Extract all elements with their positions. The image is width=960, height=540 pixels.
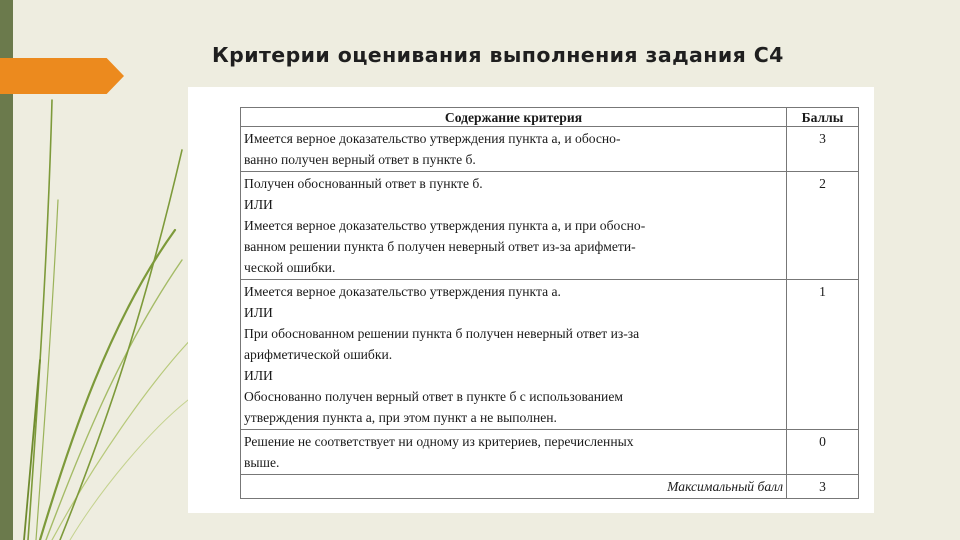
slide-title: Критерии оценивания выполнения задания С4 xyxy=(212,43,784,67)
criterion-score: 3 xyxy=(787,127,859,172)
table-row xyxy=(241,127,859,172)
criterion-line: Имеется верное доказательство утверждения пункта а, и обосно- xyxy=(244,131,621,146)
criterion-content xyxy=(241,430,787,475)
table-header-row xyxy=(241,108,859,127)
criterion-line: ИЛИ xyxy=(244,305,273,320)
table-row xyxy=(241,280,859,430)
criterion-content xyxy=(241,280,787,430)
table-footer-row xyxy=(241,475,859,499)
criterion-content xyxy=(241,172,787,280)
criterion-score: 1 xyxy=(787,280,859,430)
table-row xyxy=(241,172,859,280)
criteria-panel xyxy=(188,87,874,513)
criterion-line: ванном решении пункта б получен неверный ответ из-за арифмети- xyxy=(244,239,636,254)
criterion-line: При обоснованном решении пункта б получен неверный ответ из-за xyxy=(244,326,640,341)
criterion-score: 2 xyxy=(787,172,859,280)
criterion-score: 0 xyxy=(787,430,859,475)
criterion-line: ванно получен верный ответ в пункте б. xyxy=(244,152,476,167)
criterion-line: Решение не соответствует ни одному из критериев, перечисленных xyxy=(244,434,634,449)
header-content: Содержание критерия xyxy=(241,108,787,127)
criterion-line: Получен обоснованный ответ в пункте б. xyxy=(244,176,483,191)
criterion-content xyxy=(241,127,787,172)
criterion-line: ИЛИ xyxy=(244,197,273,212)
table-row xyxy=(241,430,859,475)
criterion-line: Имеется верное доказательство утверждения пункта а, и при обосно- xyxy=(244,218,646,233)
criterion-line: Имеется верное доказательство утверждения пункта а. xyxy=(244,284,561,299)
criterion-line: выше. xyxy=(244,455,280,470)
criteria-table xyxy=(240,107,859,499)
criterion-line: утверждения пункта а, при этом пункт а не выполнен. xyxy=(244,410,557,425)
criterion-line: ИЛИ xyxy=(244,368,273,383)
header-score: Баллы xyxy=(787,108,859,127)
criterion-line: ческой ошибки. xyxy=(244,260,336,275)
max-score-value: 3 xyxy=(787,475,859,499)
criterion-line: арифметической ошибки. xyxy=(244,347,393,362)
max-score-label: Максимальный балл xyxy=(241,475,787,499)
orange-arrow-accent xyxy=(0,58,124,94)
criterion-line: Обоснованно получен верный ответ в пункте б с использованием xyxy=(244,389,623,404)
